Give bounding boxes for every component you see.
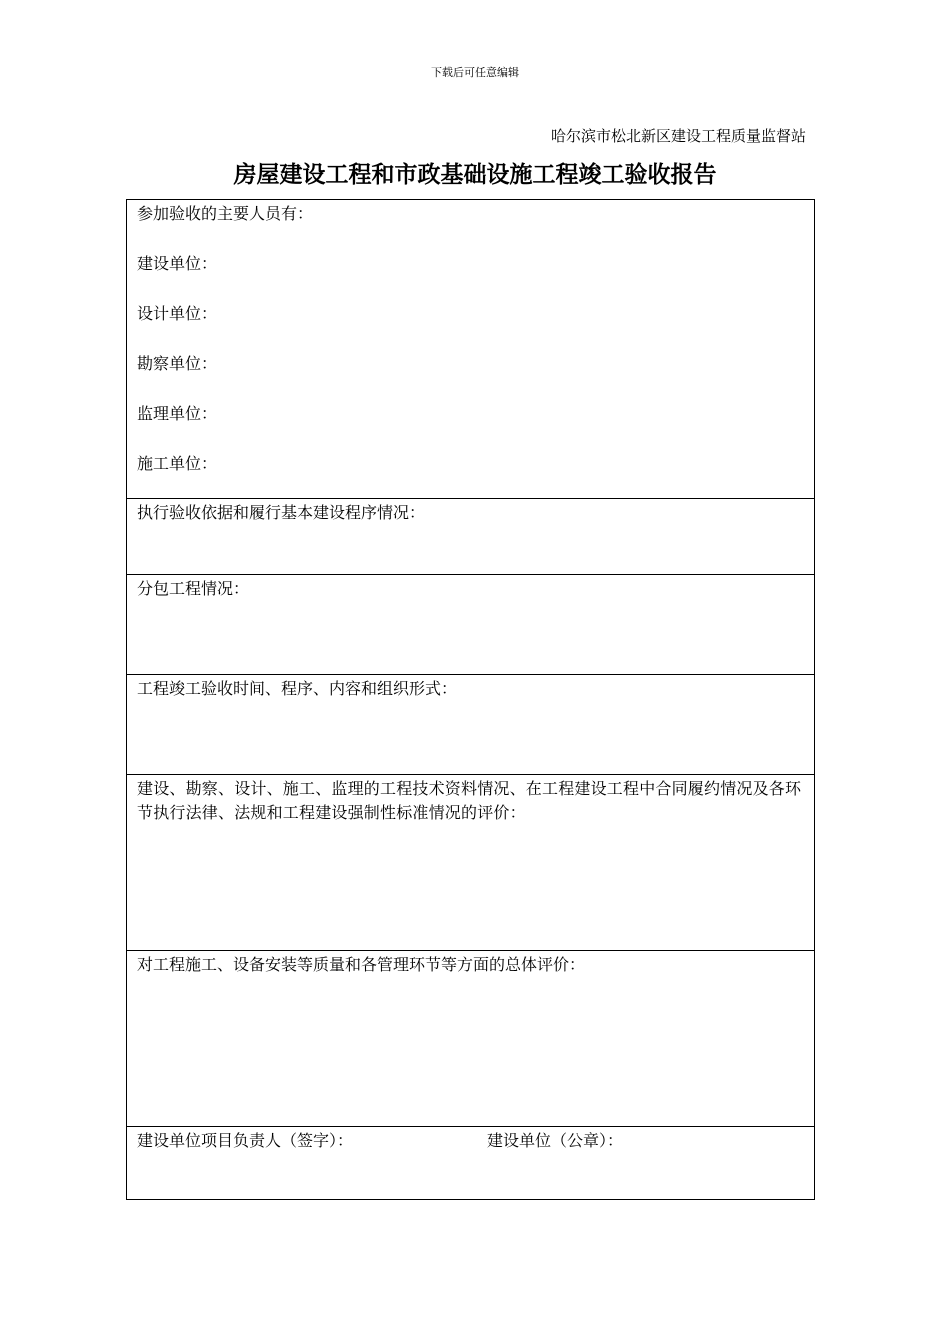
evaluation-section	[127, 775, 814, 951]
project-leader-signature-label: 建设单位项目负责人（签字）：	[137, 1131, 354, 1150]
overall-evaluation-heading: 对工程施工、设备安装等质量和各管理环节等方面的总体评价：	[137, 955, 586, 974]
signature-section	[127, 1127, 814, 1199]
evaluation-heading: 建设、勘察、设计、施工、监理的工程技术资料情况、在工程建设工程中合同履约情况及各环节执行法律、法规和工程建设强制性标准情况的评价：	[137, 779, 802, 822]
supervision-unit-label: 监理单位：	[137, 404, 218, 423]
personnel-section	[127, 200, 814, 499]
design-unit-label: 设计单位：	[137, 304, 218, 323]
signature-row	[137, 1129, 806, 1153]
construction-unit-label: 建设单位：	[137, 254, 218, 273]
overall-evaluation-section	[127, 951, 814, 1127]
personnel-heading: 参加验收的主要人员有：	[137, 204, 314, 223]
document-title: 房屋建设工程和市政基础设施工程竣工验收报告	[233, 162, 717, 188]
acceptance-process-heading: 工程竣工验收时间、程序、内容和组织形式：	[137, 679, 458, 698]
survey-unit-label: 勘察单位：	[137, 354, 218, 373]
subcontract-heading: 分包工程情况：	[137, 579, 250, 598]
company-seal-label: 建设单位（公章）：	[487, 1131, 624, 1150]
acceptance-report-form	[126, 199, 815, 1200]
issuing-authority: 哈尔滨市松北新区建设工程质量监督站	[550, 127, 806, 145]
acceptance-process-section	[127, 675, 814, 775]
basis-heading: 执行验收依据和履行基本建设程序情况：	[137, 503, 426, 522]
contractor-unit-label: 施工单位：	[137, 454, 218, 473]
basis-section	[127, 499, 814, 575]
subcontract-section	[127, 575, 814, 675]
header-note: 下载后可任意编辑	[431, 66, 519, 79]
